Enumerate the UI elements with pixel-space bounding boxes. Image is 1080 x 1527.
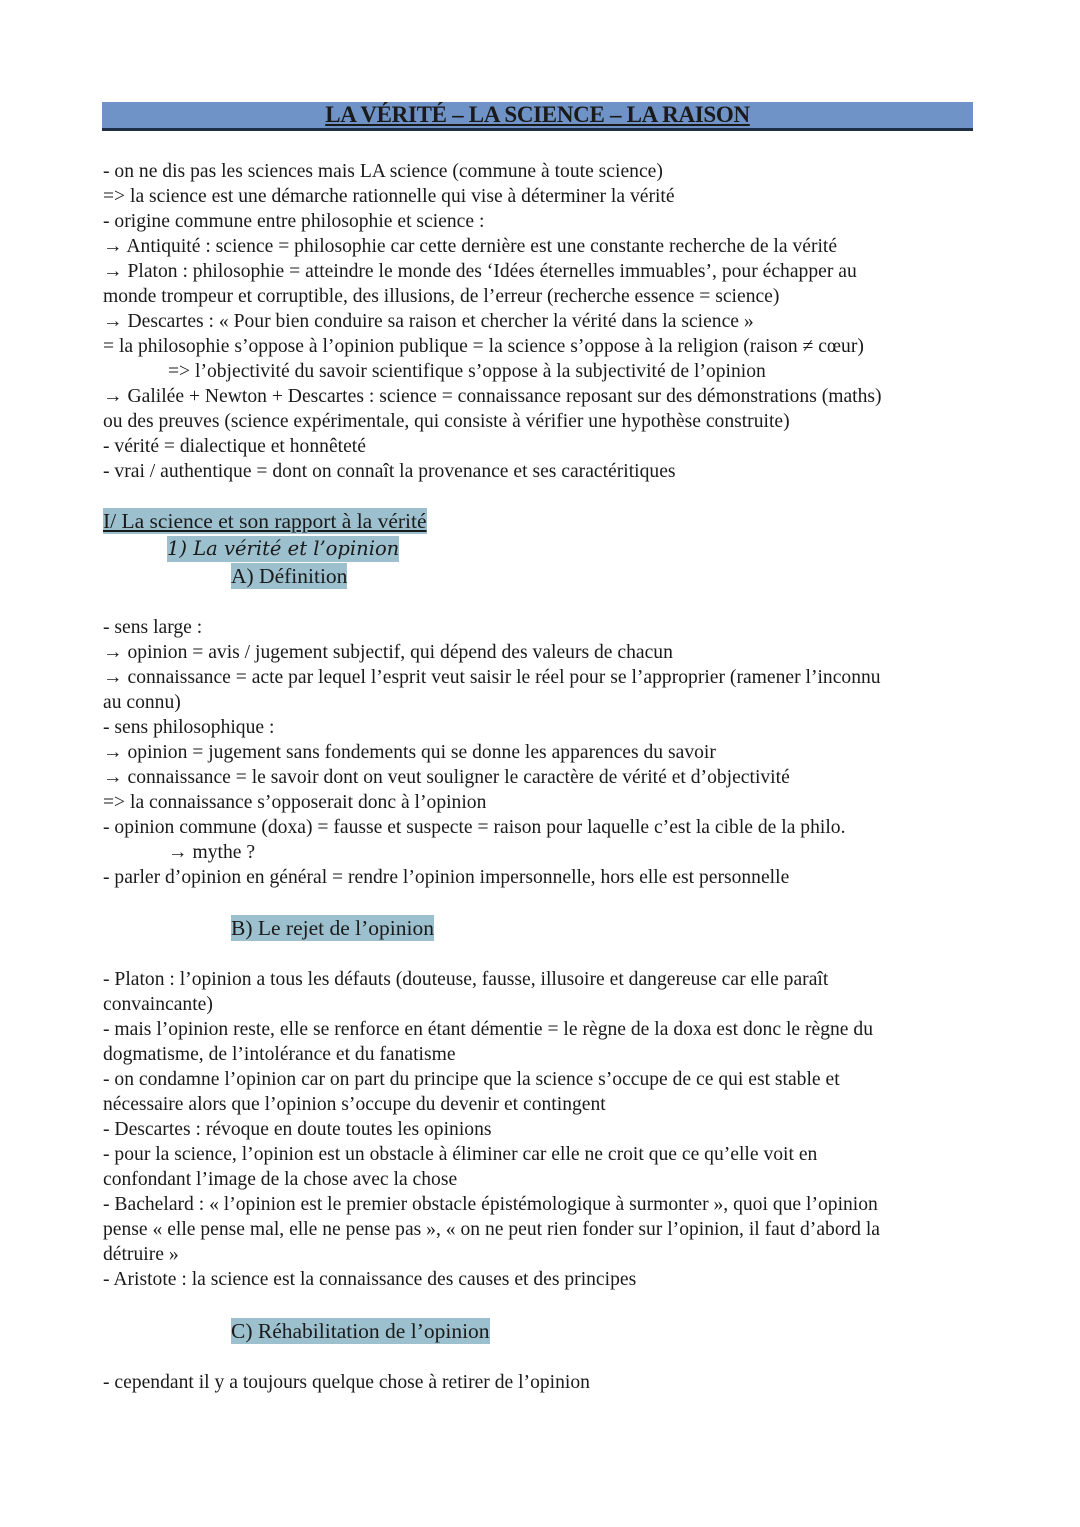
section-heading: I/ La science et son rapport à la vérité (103, 509, 427, 533)
text-line: - vérité = dialectique et honnêteté (103, 436, 366, 457)
text-line: ou des preuves (science expérimentale, qui consiste à vérifier une hypothèse construite) (103, 411, 790, 432)
title-bar (102, 102, 973, 131)
part-c-heading: C) Réhabilitation de l’opinion (231, 1319, 490, 1343)
text-line: = la philosophie s’oppose à l’opinion publique = la science s’oppose à la religion (raison ≠ cœur) (103, 336, 864, 357)
text-line: monde trompeur et corruptible, des illusions, de l’erreur (recherche essence = science) (103, 286, 780, 307)
text-line: - pour la science, l’opinion est un obstacle à éliminer car elle ne croit que ce qu’elle voit en (103, 1144, 818, 1165)
text-line: - vrai / authentique = dont on connaît la provenance et ses caractéritiques (103, 461, 676, 482)
text-line: => la connaissance s’opposerait donc à l’opinion (103, 792, 487, 813)
page-title: LA VÉRITÉ – LA SCIENCE – LA RAISON (325, 102, 750, 127)
text-line: - sens large : (103, 617, 203, 638)
text-line: - mais l’opinion reste, elle se renforce en étant démentie = le règne de la doxa est donc le règne du (103, 1019, 873, 1040)
text-line: → opinion = jugement sans fondements qui se donne les apparences du savoir (103, 742, 716, 763)
text-line: - on ne dis pas les sciences mais LA science (commune à toute science) (103, 161, 663, 182)
text-line: détruire » (103, 1244, 179, 1265)
text-line: - origine commune entre philosophie et science : (103, 211, 485, 232)
text-line: → Descartes : « Pour bien conduire sa raison et chercher la vérité dans la science » (103, 311, 754, 332)
part-a-heading: A) Définition (231, 564, 348, 588)
text-line: → mythe ? (168, 842, 256, 863)
text-line: convaincante) (103, 994, 213, 1015)
text-line: → Galilée + Newton + Descartes : science = connaissance reposant sur des démonstrations (maths) (103, 386, 882, 407)
text-line: - Platon : l’opinion a tous les défauts (douteuse, fausse, illusoire et dangereuse car elle paraît (103, 969, 829, 990)
text-line: - Aristote : la science est la connaissance des causes et des principes (103, 1269, 637, 1290)
part-b-heading: B) Le rejet de l’opinion (231, 916, 434, 940)
text-line: - Bachelard : « l’opinion est le premier obstacle épistémologique à surmonter », quoi que l’opinion (103, 1194, 878, 1215)
part-c-block (103, 1370, 983, 1395)
part-a-block (103, 615, 983, 890)
text-line: - parler d’opinion en général = rendre l’opinion impersonnelle, hors elle est personnelle (103, 867, 790, 888)
text-line: → Platon : philosophie = atteindre le monde des ‘Idées éternelles immuables’, pour échapper au (103, 261, 857, 282)
text-line: → connaissance = le savoir dont on veut souligner le caractère de vérité et d’objectivité (103, 767, 790, 788)
text-line: pense « elle pense mal, elle ne pense pas », « on ne peut rien fonder sur l’opinion, il faut d’abord la (103, 1219, 880, 1240)
intro-block (103, 159, 983, 484)
text-line: → opinion = avis / jugement subjectif, qui dépend des valeurs de chacun (103, 642, 673, 663)
text-line: - sens philosophique : (103, 717, 275, 738)
subsection-heading: 1) La vérité et l’opinion (167, 537, 400, 560)
text-line: - cependant il y a toujours quelque chose à retirer de l’opinion (103, 1372, 590, 1393)
text-line: - Descartes : révoque en doute toutes les opinions (103, 1119, 492, 1140)
text-line: → Antiquité : science = philosophie car cette dernière est une constante recherche de la vérité (103, 236, 838, 257)
part-b-block (103, 967, 983, 1292)
text-line: => l’objectivité du savoir scientifique s’oppose à la subjectivité de l’opinion (168, 361, 766, 382)
text-line: confondant l’image de la chose avec la chose (103, 1169, 458, 1190)
text-line: au connu) (103, 692, 181, 713)
text-line: dogmatisme, de l’intolérance et du fanatisme (103, 1044, 456, 1065)
text-line: => la science est une démarche rationnelle qui vise à déterminer la vérité (103, 186, 675, 207)
text-line: nécessaire alors que l’opinion s’occupe du devenir et contingent (103, 1094, 606, 1115)
text-line: → connaissance = acte par lequel l’esprit veut saisir le réel pour se l’approprier (ramener l’inconnu (103, 667, 881, 688)
text-line: - opinion commune (doxa) = fausse et suspecte = raison pour laquelle c’est la cible de la philo. (103, 817, 846, 838)
text-line: - on condamne l’opinion car on part du principe que la science s’occupe de ce qui est stable et (103, 1069, 840, 1090)
